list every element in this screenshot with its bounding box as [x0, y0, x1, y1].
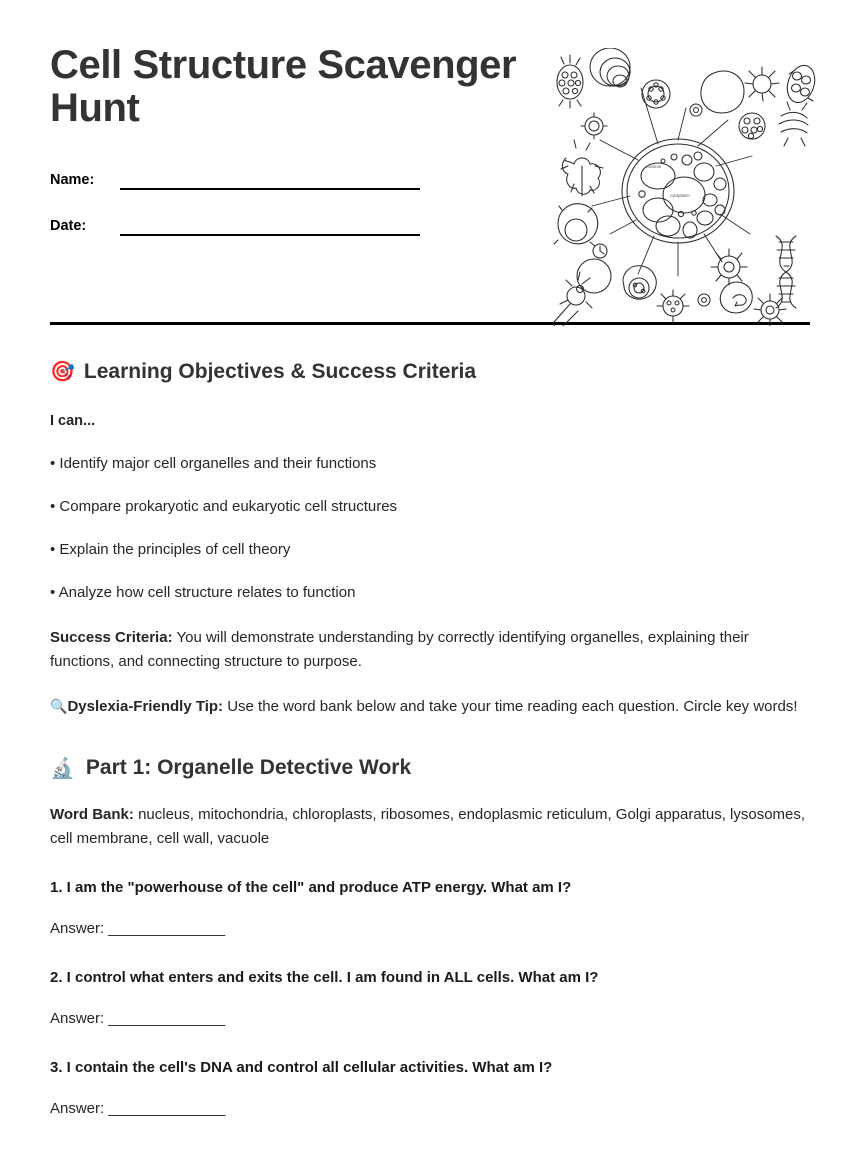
- dyslexia-tip-paragraph: [50, 695, 810, 719]
- title-block: [50, 44, 520, 236]
- worksheet-content: [0, 359, 860, 1121]
- objective-bullet-3: • Explain the principles of cell theory: [50, 541, 291, 559]
- part1-heading-text: Part 1: Organelle Detective Work: [85, 756, 412, 780]
- objectives-heading-text: Learning Objectives & Success Criteria: [83, 360, 477, 383]
- date-field-input-line[interactable]: [120, 215, 420, 236]
- objective-bullet-4: • Analyze how cell structure relates to function: [50, 584, 356, 602]
- question-3: 3. I contain the cell's DNA and control all cellular activities. What am I?: [50, 1058, 553, 1076]
- name-field-input-line[interactable]: [120, 169, 420, 190]
- page-title: Cell Structure Scavenger Hunt: [50, 43, 517, 131]
- i-can-label: I can...: [50, 413, 96, 430]
- name-field-row: [50, 164, 520, 190]
- microscope-icon: 🔬: [50, 757, 75, 780]
- answer-line-3[interactable]: Answer: ______________: [50, 1100, 226, 1118]
- date-field-row: [50, 210, 520, 236]
- name-field-label: Name:: [50, 171, 95, 188]
- illustration-label-cytoplasm: cytoplasm: [670, 193, 690, 198]
- part1-heading: [50, 755, 810, 781]
- objective-bullet-1: • Identify major cell organelles and their functions: [50, 455, 377, 473]
- word-bank-label: Word Bank:: [50, 805, 134, 823]
- answer-line-2[interactable]: Answer: ______________: [50, 1010, 226, 1028]
- success-criteria-label: Success Criteria:: [50, 629, 173, 647]
- target-icon: 🎯: [50, 361, 75, 384]
- dyslexia-tip-label: Dyslexia-Friendly Tip:: [67, 698, 224, 716]
- magnifying-glass-icon: 🔍: [50, 698, 68, 715]
- objective-bullet-2: • Compare prokaryotic and eukaryotic cell structures: [50, 498, 398, 516]
- illustration-label-nucleus: nucleus: [646, 164, 662, 169]
- word-bank-paragraph: [50, 803, 810, 851]
- question-2: 2. I control what enters and exits the cell. I am found in ALL cells. What am I?: [50, 968, 599, 986]
- word-bank-text: nucleus, mitochondria, chloroplasts, ribosomes, endoplasmic reticulum, Golgi apparatus, lysosomes, cell membrane, cell wall, vacuole: [50, 805, 806, 847]
- objectives-heading: [50, 359, 810, 385]
- success-criteria-text: You will demonstrate understanding by correctly identifying organelles, explaining their functions, and connecting structure to purpose.: [50, 629, 749, 671]
- header: [0, 0, 860, 300]
- success-criteria-paragraph: [50, 626, 810, 674]
- question-1: 1. I am the "powerhouse of the cell" and produce ATP energy. What am I?: [50, 878, 572, 896]
- date-field-label: Date:: [50, 217, 87, 234]
- cell-structure-illustration: [538, 48, 822, 326]
- answer-line-1[interactable]: Answer: ______________: [50, 920, 226, 938]
- dyslexia-tip-text: Use the word bank below and take your time reading each question. Circle key words!: [223, 698, 798, 716]
